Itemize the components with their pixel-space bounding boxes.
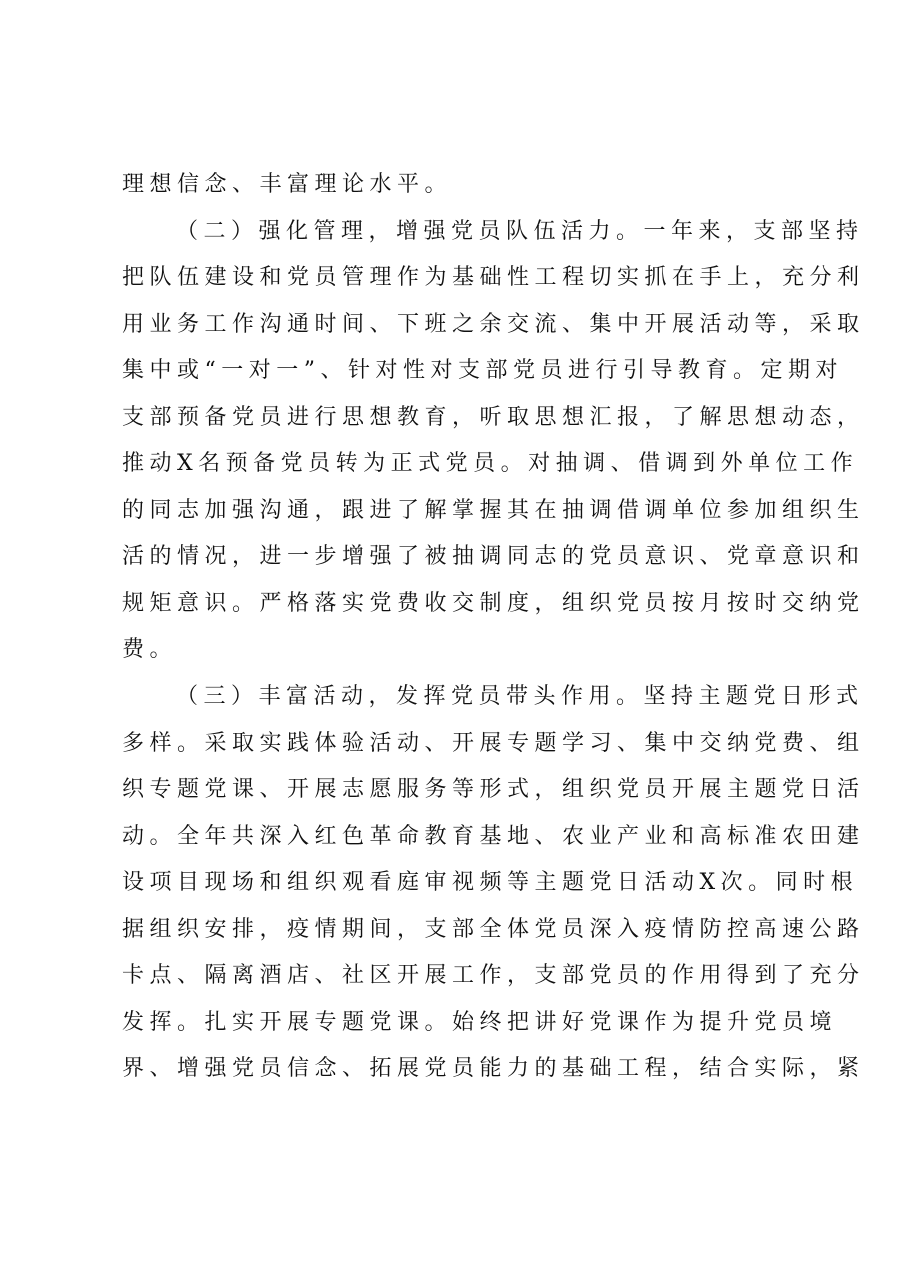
text-line: 界、增强党员信念、拓展党员能力的基础工程，结合实际，紧 (122, 1056, 865, 1082)
text-line: 设项目现场和组织观看庭审视频等主题党日活动X次。同时根 (122, 870, 859, 896)
section-heading-line: （二）强化管理，增强党员队伍活力。一年来，支部坚持 (176, 218, 864, 244)
text-line: 规矩意识。严格落实党费收交制度，组织党员按月按时交纳党 (122, 590, 865, 616)
text-line: 多样。采取实践体验活动、开展专题学习、集中交纳党费、组 (122, 730, 865, 756)
section-heading-line: （三）丰富活动，发挥党员带头作用。坚持主题党日形式 (176, 684, 864, 710)
text-line: 的同志加强沟通，跟进了解掌握其在抽调借调单位参加组织生 (122, 497, 865, 523)
text-line: 用业务工作沟通时间、下班之余交流、集中开展活动等，采取 (122, 311, 865, 337)
text-line: 卡点、隔离酒店、社区开展工作，支部党员的作用得到了充分 (122, 963, 865, 989)
text-line: 费。 (122, 637, 178, 663)
text-line: 据组织安排，疫情期间，支部全体党员深入疫情防控高速公路 (122, 916, 865, 942)
text-line: 发挥。扎实开展专题党课。始终把讲好党课作为提升党员境 (122, 1009, 838, 1035)
document-body (122, 162, 865, 1093)
text-line: 活的情况，进一步增强了被抽调同志的党员意识、党章意识和 (122, 544, 865, 570)
text-line: 动。全年共深入红色革命教育基地、农业产业和高标准农田建 (122, 823, 865, 849)
text-line: 支部预备党员进行思想教育，听取思想汇报，了解思想动态， (122, 404, 865, 430)
text-line: 推动X名预备党员转为正式党员。对抽调、借调到外单位工作 (122, 451, 859, 477)
text-line: 集中或“一对一”、针对性对支部党员进行引导教育。定期对 (122, 358, 843, 384)
text-line: 理想信念、丰富理论水平。 (122, 172, 453, 197)
text-line: 把队伍建设和党员管理作为基础性工程切实抓在手上，充分利 (122, 265, 865, 291)
text-line: 织专题党课、开展志愿服务等形式，组织党员开展主题党日活 (122, 777, 865, 803)
